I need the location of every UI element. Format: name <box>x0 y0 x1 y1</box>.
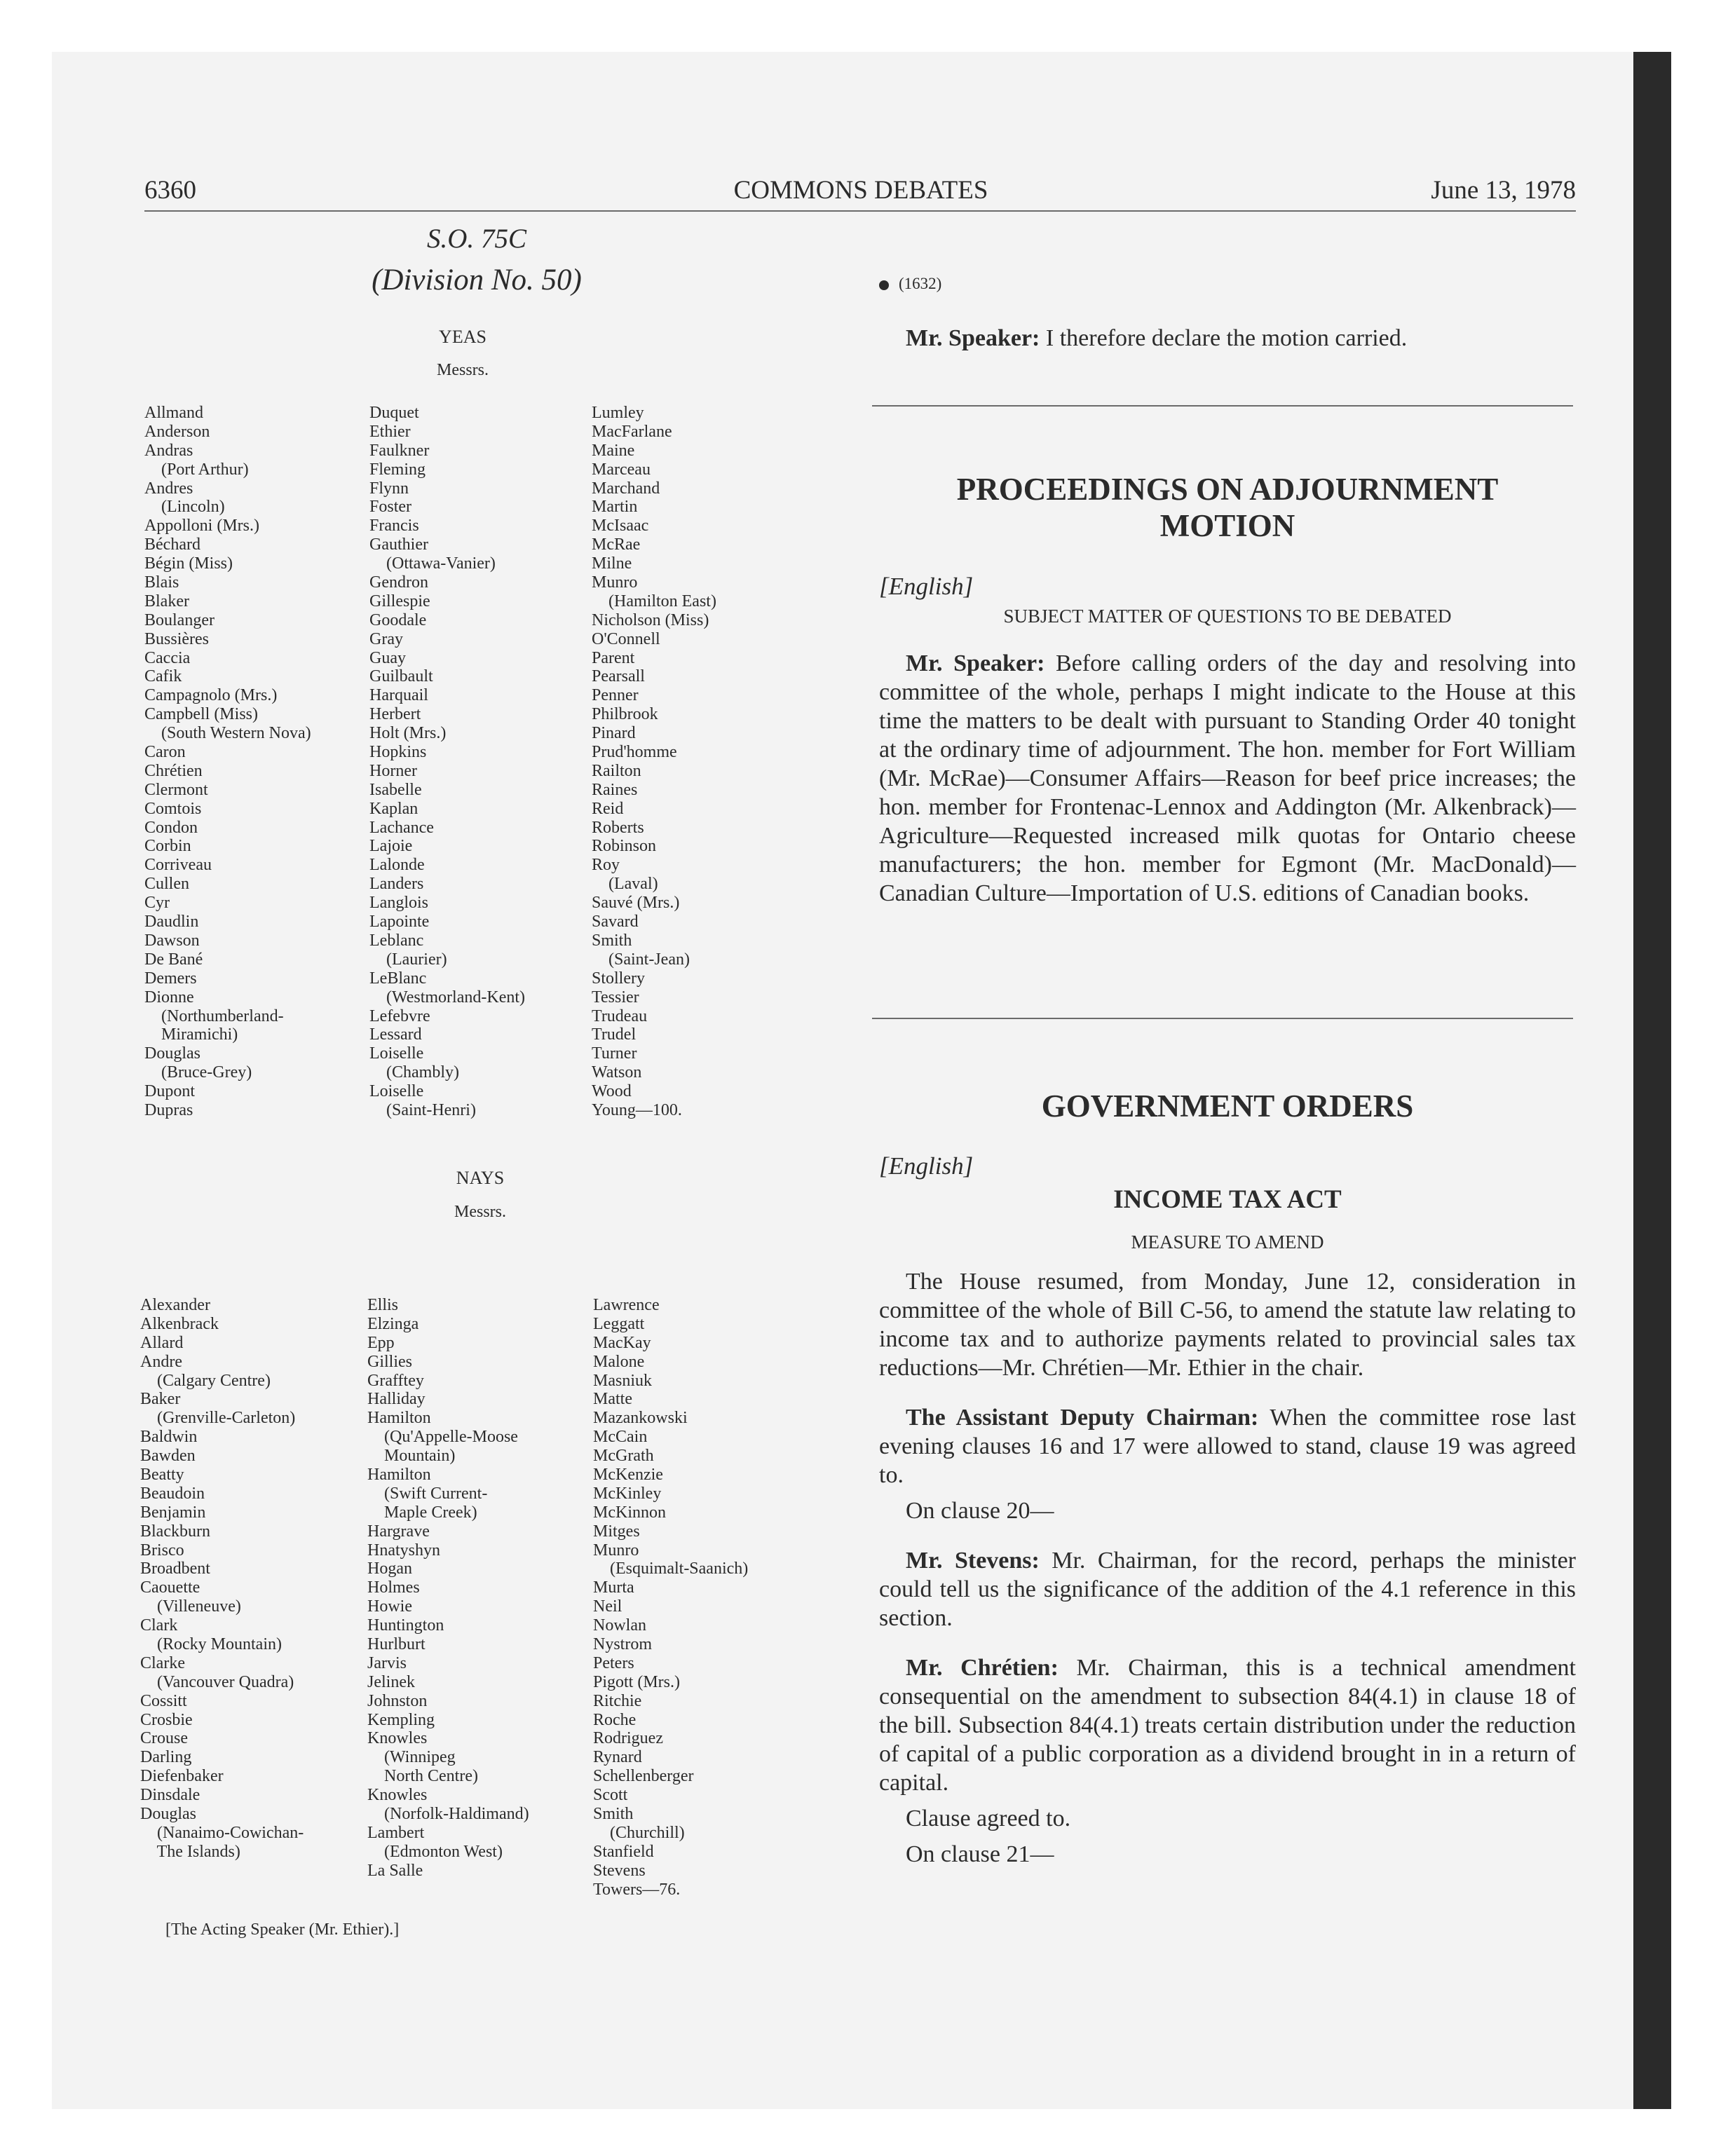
paragraph-text: Clause agreed to. <box>906 1806 1071 1831</box>
member-name: Condon <box>144 818 198 837</box>
speaker-name: Mr. Speaker: <box>906 325 1040 351</box>
member-name: The Islands) <box>140 1842 240 1861</box>
member-name: Gray <box>369 629 403 648</box>
member-name: Parent <box>592 648 635 667</box>
member-name: Lambert <box>367 1823 425 1842</box>
member-name: Marceau <box>592 460 651 479</box>
paragraph-text: Before calling orders of the day and resolving into committee of the whole, perhaps I might indicate to the House at this time the matters to be dealt with pursuant to Standing Order 40 tonight at the ordinary time of adjournment. The hon. member for Fort William (Mr. McRae)—Consumer Affairs—Reason for beef price increases; the hon. member for Frontenac-Lennox and Addington (Mr. Alkenbrack)—Agriculture—Requested increased milk quotas for Ontario cheese manufacturers; the hon. member for Egmont (Mr. MacDonald)—Canadian Culture—Importation of U.S. editions of Canadian books. <box>879 650 1576 906</box>
member-name: Campbell (Miss) <box>144 705 258 724</box>
member-name: Alkenbrack <box>140 1314 219 1333</box>
member-name: Blackburn <box>140 1522 210 1541</box>
yeas-column-2 <box>369 404 525 1120</box>
page-number: 6360 <box>144 176 196 205</box>
member-name: Foster <box>369 498 411 517</box>
member-name: (Villeneuve) <box>140 1597 241 1616</box>
member-name: Andres <box>144 479 193 498</box>
member-name: Bawden <box>140 1447 196 1466</box>
member-name: Hopkins <box>369 743 427 762</box>
member-name: Hogan <box>367 1560 412 1578</box>
member-name: (Bruce-Grey) <box>144 1063 252 1082</box>
member-name: Pigott (Mrs.) <box>593 1672 681 1691</box>
member-name: Matte <box>593 1390 632 1409</box>
member-name: (Northumberland- <box>144 1007 284 1025</box>
member-name: Philbrook <box>592 705 658 724</box>
body-paragraphs <box>879 1267 1576 1869</box>
member-name: Dionne <box>144 988 194 1007</box>
member-name: Baldwin <box>140 1428 198 1447</box>
member-name: Jarvis <box>367 1653 407 1672</box>
member-name: (Esquimalt-Saanich) <box>593 1560 749 1578</box>
running-title: COMMONS DEBATES <box>733 176 988 205</box>
member-name: (Grenville-Carleton) <box>140 1409 296 1428</box>
member-name: (Port Arthur) <box>144 460 249 479</box>
member-name: Loiselle <box>369 1082 424 1101</box>
member-name: Clarke <box>140 1653 185 1672</box>
member-name: Rynard <box>593 1748 642 1767</box>
member-name: (Lincoln) <box>144 498 225 517</box>
section-heading-adjournment: PROCEEDINGS ON ADJOURNMENT MOTION <box>956 472 1499 543</box>
member-name: LeBlanc <box>369 969 427 988</box>
member-name: Maine <box>592 441 635 460</box>
member-name: Roy <box>592 856 620 875</box>
speaker-name: Mr. Chrétien: <box>906 1655 1059 1681</box>
member-name: (Norfolk-Haldimand) <box>367 1805 529 1824</box>
member-name: Nicholson (Miss) <box>592 610 709 629</box>
bullet-icon <box>879 280 889 290</box>
standing-order: S.O. 75C <box>427 224 526 254</box>
member-name: Dupont <box>144 1082 195 1101</box>
member-name: Turner <box>592 1044 637 1063</box>
member-name: Beaudoin <box>140 1484 205 1503</box>
member-name: Landers <box>369 875 424 894</box>
member-name: Douglas <box>140 1805 196 1824</box>
member-name: Munro <box>592 573 638 592</box>
member-name: Lefebvre <box>369 1007 430 1025</box>
member-name: Sauvé (Mrs.) <box>592 894 680 913</box>
member-name: Smith <box>593 1805 634 1824</box>
subheading-income-tax-act: INCOME TAX ACT <box>1113 1185 1342 1214</box>
member-name: De Bané <box>144 950 203 969</box>
member-name: Milne <box>592 554 632 573</box>
member-name: Munro <box>593 1541 639 1560</box>
member-name: Scott <box>593 1786 628 1805</box>
member-name: Gillies <box>367 1352 412 1371</box>
nays-column-2 <box>367 1296 529 1881</box>
member-name: Tessier <box>592 988 639 1007</box>
member-name: Beatty <box>140 1466 184 1485</box>
speaker-motion-paragraph <box>879 324 1576 353</box>
member-name: Loiselle <box>369 1044 424 1063</box>
speaker-adjournment-paragraph <box>879 649 1576 908</box>
member-name: Smith <box>592 931 632 950</box>
member-name: Maple Creek) <box>367 1503 477 1522</box>
member-name: (South Western Nova) <box>144 724 311 743</box>
member-name: Dupras <box>144 1100 193 1119</box>
member-name: Langlois <box>369 894 428 913</box>
member-name: Reid <box>592 799 624 818</box>
member-name: (Edmonton West) <box>367 1842 503 1861</box>
member-name: Huntington <box>367 1616 444 1635</box>
member-name: Dinsdale <box>140 1786 200 1805</box>
member-name: Stollery <box>592 969 645 988</box>
member-name: Douglas <box>144 1044 200 1063</box>
member-name: Neil <box>593 1597 622 1616</box>
section-rule <box>872 1018 1573 1019</box>
member-name: Comtois <box>144 799 202 818</box>
member-name: Elzinga <box>367 1314 419 1333</box>
member-name: (Hamilton East) <box>592 592 716 610</box>
member-name: McKenzie <box>593 1466 663 1485</box>
subheading-questions: SUBJECT MATTER OF QUESTIONS TO BE DEBATED <box>1003 606 1452 627</box>
member-name: McCain <box>593 1428 648 1447</box>
member-name: Francis <box>369 517 419 535</box>
header-rule <box>144 210 1576 212</box>
member-name: Martin <box>592 498 638 517</box>
member-name: Lawrence <box>593 1296 660 1314</box>
member-name: North Centre) <box>367 1767 478 1786</box>
member-name: Wood <box>592 1082 632 1101</box>
member-name: Lajoie <box>369 837 413 856</box>
member-name: Howie <box>367 1597 412 1616</box>
member-name: Boulanger <box>144 610 215 629</box>
member-name: Raines <box>592 780 638 799</box>
member-name: Darling <box>140 1748 192 1767</box>
member-name: Daudlin <box>144 913 199 932</box>
member-name: Holt (Mrs.) <box>369 724 447 743</box>
member-name: Rodriguez <box>593 1729 663 1748</box>
member-name: Kaplan <box>369 799 419 818</box>
member-name: Roberts <box>592 818 644 837</box>
member-name: Young—100. <box>592 1100 682 1119</box>
member-name: (Westmorland-Kent) <box>369 988 525 1007</box>
member-name: Hnatyshyn <box>367 1541 440 1560</box>
member-name: (Ottawa-Vanier) <box>369 554 496 573</box>
division-number: (Division No. 50) <box>372 264 582 296</box>
member-name: Hamilton <box>367 1466 431 1485</box>
language-tag: [English] <box>879 573 974 600</box>
nays-messrs-label: Messrs. <box>454 1203 506 1221</box>
member-name: Bégin (Miss) <box>144 554 233 573</box>
paragraph-text: On clause 20— <box>906 1498 1054 1524</box>
member-name: Peters <box>593 1653 634 1672</box>
member-name: Ethier <box>369 422 411 441</box>
member-name: Knowles <box>367 1729 428 1748</box>
member-name: McKinley <box>593 1484 662 1503</box>
member-name: Isabelle <box>369 780 422 799</box>
member-name: Nowlan <box>593 1616 646 1635</box>
acting-speaker-note: [The Acting Speaker (Mr. Ethier).] <box>165 1920 400 1939</box>
member-name: Broadbent <box>140 1560 210 1578</box>
member-name: Penner <box>592 686 639 705</box>
member-name: Holmes <box>367 1578 420 1597</box>
member-name: Guay <box>369 648 406 667</box>
member-name: Lalonde <box>369 856 425 875</box>
member-name: (Calgary Centre) <box>140 1371 271 1390</box>
member-name: Alexander <box>140 1296 210 1314</box>
speaker-name: Mr. Stevens: <box>906 1548 1040 1574</box>
member-name: Dawson <box>144 931 200 950</box>
member-name: Appolloni (Mrs.) <box>144 517 259 535</box>
yeas-label: YEAS <box>439 327 487 347</box>
member-name: Andre <box>140 1352 182 1371</box>
nays-column-1 <box>140 1296 304 1862</box>
member-name: Gauthier <box>369 535 428 554</box>
member-name: (Nanaimo-Cowichan- <box>140 1823 304 1842</box>
paragraph-text: I therefore declare the motion carried. <box>1040 325 1408 351</box>
speaker-name: The Assistant Deputy Chairman: <box>906 1405 1259 1431</box>
member-name: MacFarlane <box>592 422 672 441</box>
member-name: Demers <box>144 969 197 988</box>
member-name: Cullen <box>144 875 189 894</box>
member-name: Marchand <box>592 479 660 498</box>
member-name: Robinson <box>592 837 657 856</box>
member-name: Hargrave <box>367 1522 430 1541</box>
member-name: Trudel <box>592 1025 637 1044</box>
member-name: Lumley <box>592 404 644 422</box>
member-name: Brisco <box>140 1541 184 1560</box>
member-name: Leggatt <box>593 1314 645 1333</box>
page-date: June 13, 1978 <box>1431 176 1576 205</box>
member-name: Benjamin <box>140 1503 206 1522</box>
yeas-messrs-label: Messrs. <box>436 361 489 379</box>
member-name: McRae <box>592 535 641 554</box>
member-name: (Churchill) <box>593 1823 685 1842</box>
member-name: Ellis <box>367 1296 399 1314</box>
member-name: McKinnon <box>593 1503 666 1522</box>
section-heading-government-orders: GOVERNMENT ORDERS <box>1041 1089 1414 1124</box>
member-name: Mountain) <box>367 1447 456 1466</box>
member-name: Lapointe <box>369 913 430 932</box>
member-name: Caouette <box>140 1578 200 1597</box>
member-name: La Salle <box>367 1861 423 1880</box>
scan-edge <box>1633 52 1671 2109</box>
yeas-column-1 <box>144 404 311 1120</box>
member-name: Baker <box>140 1390 181 1409</box>
paragraph-text: On clause 21— <box>906 1841 1054 1867</box>
member-name: Pinard <box>592 724 636 743</box>
paragraph-text: The House resumed, from Monday, June 12, consideration in committee of the whole of Bill C-56, to amend the statute law relating to income tax and to authorize payments related to provincial sales tax reductions—Mr. Chrétien—Mr. Ethier in the chair. <box>879 1269 1576 1381</box>
member-name: Harquail <box>369 686 428 705</box>
time-stamp: (1632) <box>899 275 942 292</box>
member-name: Cossitt <box>140 1691 187 1710</box>
member-name: Horner <box>369 761 417 780</box>
member-name: Schellenberger <box>593 1767 694 1786</box>
member-name: Cafik <box>144 667 182 686</box>
member-name: Lachance <box>369 818 434 837</box>
member-name: Blais <box>144 573 179 592</box>
member-name: McIsaac <box>592 517 649 535</box>
member-name: McGrath <box>593 1447 654 1466</box>
member-name: O'Connell <box>592 629 660 648</box>
member-name: (Swift Current- <box>367 1484 488 1503</box>
member-name: Nystrom <box>593 1635 652 1654</box>
member-name: Mitges <box>593 1522 640 1541</box>
member-name: (Qu'Appelle-Moose <box>367 1428 518 1447</box>
member-name: Andras <box>144 441 193 460</box>
member-name: (Laurier) <box>369 950 447 969</box>
member-name: Anderson <box>144 422 210 441</box>
member-name: Savard <box>592 913 639 932</box>
member-name: Lessard <box>369 1025 422 1044</box>
member-name: Kempling <box>367 1710 435 1729</box>
language-tag: [English] <box>879 1152 974 1180</box>
member-name: Herbert <box>369 705 421 724</box>
member-name: Railton <box>592 761 641 780</box>
paragraph-text: Mr. Chairman, this is a technical amendment consequential on the amendment to subsection 84(4.1) in clause 18 of the bill. Subsection 84(4.1) treats certain distribution under the reduction of capital of a public corporation as a dividend brought in in a return of capital. <box>879 1655 1576 1796</box>
member-name: Leblanc <box>369 931 424 950</box>
member-name: Malone <box>593 1352 645 1371</box>
member-name: Hamilton <box>367 1409 431 1428</box>
member-name: Caron <box>144 743 186 762</box>
member-name: Diefenbaker <box>140 1767 224 1786</box>
member-name: Watson <box>592 1063 642 1082</box>
member-name: Stanfield <box>593 1842 654 1861</box>
member-name: Hurlburt <box>367 1635 426 1654</box>
member-name: Stevens <box>593 1861 646 1880</box>
member-name: Knowles <box>367 1786 428 1805</box>
member-name: Johnston <box>367 1691 428 1710</box>
member-name: Duquet <box>369 404 419 422</box>
member-name: Roche <box>593 1710 637 1729</box>
member-name: Faulkner <box>369 441 430 460</box>
member-name: Flynn <box>369 479 409 498</box>
member-name: Béchard <box>144 535 200 554</box>
member-name: Crouse <box>140 1729 188 1748</box>
yeas-column-3 <box>592 404 716 1120</box>
section-rule <box>872 405 1573 407</box>
member-name: Crosbie <box>140 1710 193 1729</box>
member-name: MacKay <box>593 1333 651 1352</box>
member-name: Gendron <box>369 573 428 592</box>
member-name: Jelinek <box>367 1672 415 1691</box>
member-name: Guilbault <box>369 667 433 686</box>
member-name: (Saint-Jean) <box>592 950 690 969</box>
member-name: Clark <box>140 1616 178 1635</box>
member-name: Allmand <box>144 404 203 422</box>
member-name: Cyr <box>144 894 170 913</box>
member-name: Trudeau <box>592 1007 648 1025</box>
member-name: (Winnipeg <box>367 1748 456 1767</box>
member-name: Epp <box>367 1333 395 1352</box>
member-name: Murta <box>593 1578 634 1597</box>
member-name: Ritchie <box>593 1691 642 1710</box>
time-marker <box>879 275 1576 293</box>
member-name: Masniuk <box>593 1371 652 1390</box>
member-name: Corriveau <box>144 856 212 875</box>
member-name: Pearsall <box>592 667 645 686</box>
nays-label: NAYS <box>456 1168 505 1188</box>
member-name: Grafftey <box>367 1371 424 1390</box>
member-name: (Chambly) <box>369 1063 459 1082</box>
member-name: Caccia <box>144 648 191 667</box>
member-name: Corbin <box>144 837 191 856</box>
speaker-name: Mr. Speaker: <box>906 650 1045 676</box>
nays-column-3 <box>593 1296 748 1899</box>
member-name: Mazankowski <box>593 1409 688 1428</box>
member-name: (Rocky Mountain) <box>140 1635 282 1654</box>
member-name: Miramichi) <box>144 1025 238 1044</box>
member-name: Bussières <box>144 629 209 648</box>
paragraph-text: Mr. Chairman, for the record, perhaps the minister could tell us the significance of the addition of the 4.1 reference in this section. <box>879 1548 1577 1631</box>
paragraph-text: When the committee rose last evening clauses 16 and 17 were allowed to stand, clause 19 was agreed to. <box>879 1405 1577 1488</box>
member-name: Blaker <box>144 592 189 610</box>
member-name: Prud'homme <box>592 743 677 762</box>
member-name: Chrétien <box>144 761 203 780</box>
member-name: (Laval) <box>592 875 658 894</box>
member-name: Gillespie <box>369 592 430 610</box>
member-name: Halliday <box>367 1390 426 1409</box>
member-name: Fleming <box>369 460 426 479</box>
member-name: Campagnolo (Mrs.) <box>144 686 278 705</box>
member-name: Allard <box>140 1333 184 1352</box>
member-name: Goodale <box>369 610 427 629</box>
member-name: (Saint-Henri) <box>369 1100 476 1119</box>
member-name: Towers—76. <box>593 1880 681 1899</box>
subheading-measure: MEASURE TO AMEND <box>1131 1231 1324 1253</box>
member-name: Clermont <box>144 780 208 799</box>
member-name: (Vancouver Quadra) <box>140 1672 294 1691</box>
